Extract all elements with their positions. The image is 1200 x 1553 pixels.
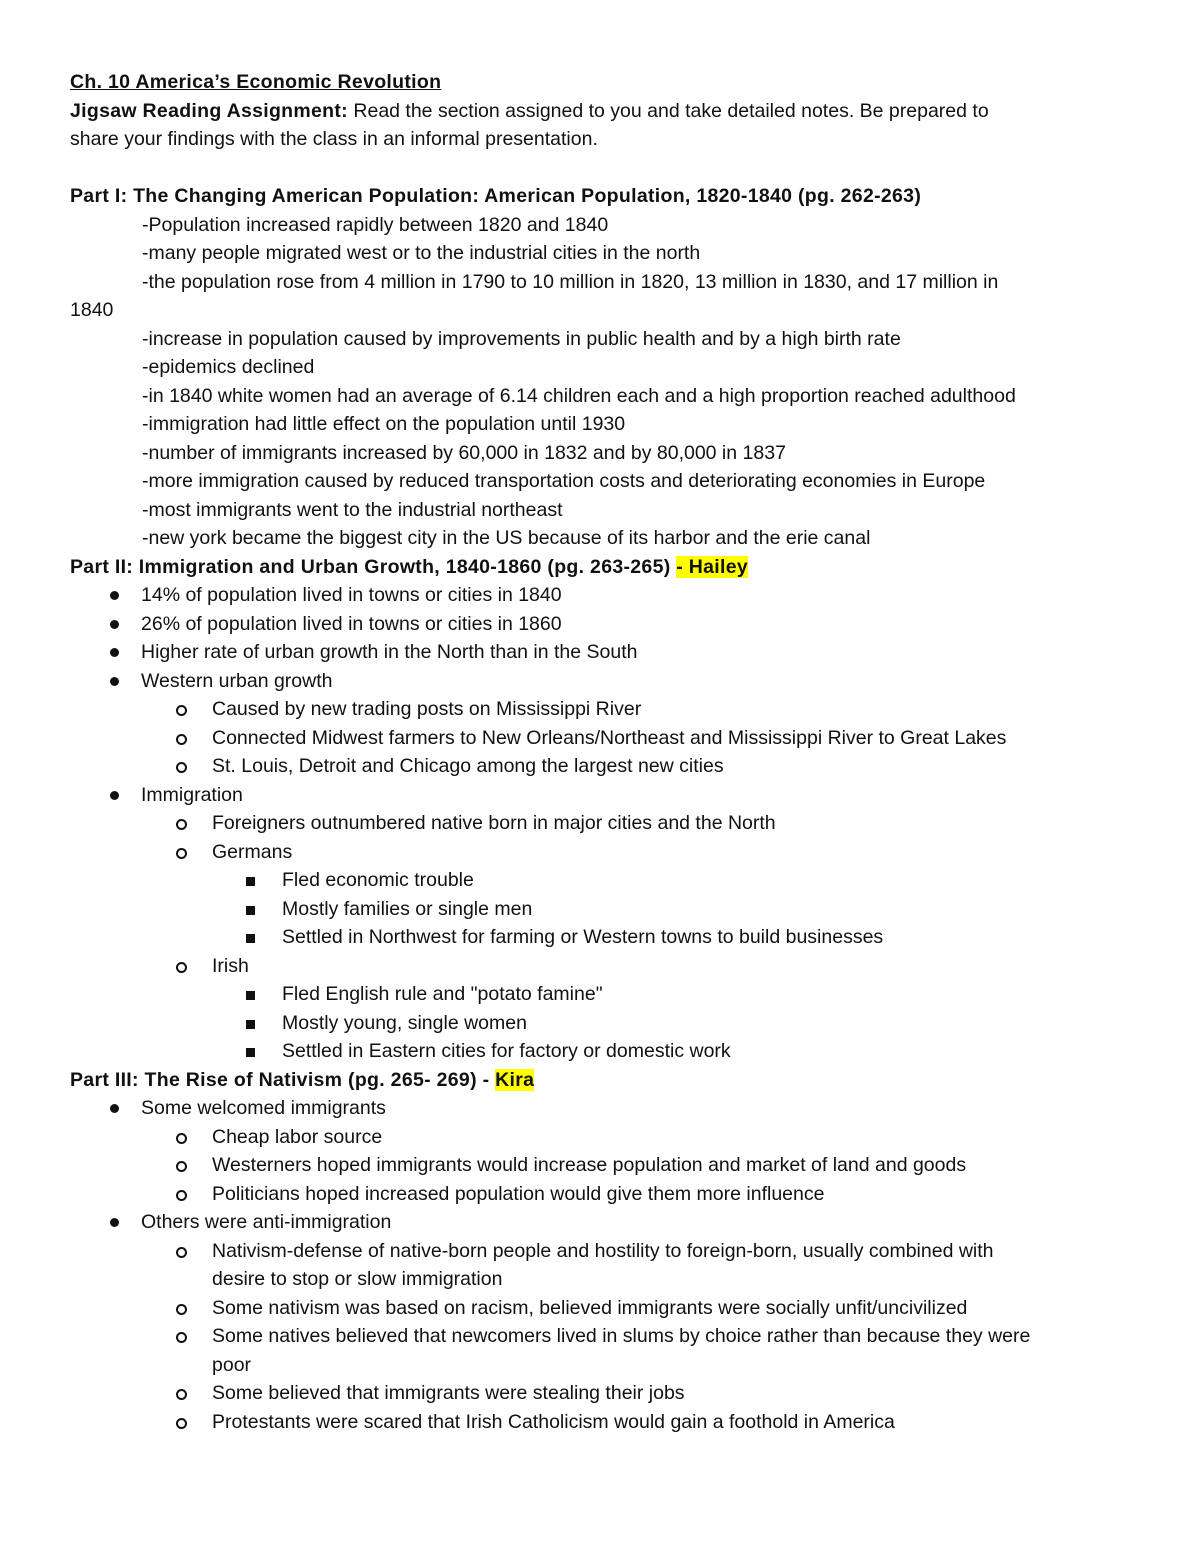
bullet-icon: [110, 1218, 119, 1227]
list-subsubitem: Settled in Eastern cities for factory or domestic work: [70, 1037, 1130, 1066]
list-subsubitem: Fled English rule and "potato famine": [70, 980, 1130, 1009]
bullet-icon: [110, 791, 119, 800]
spacer: [70, 154, 1130, 183]
hollow-bullet-icon: [176, 705, 187, 716]
bullet-icon: [110, 677, 119, 686]
assignment-label: Jigsaw Reading Assignment:: [70, 99, 348, 122]
part2-heading-text: Part II: Immigration and Urban Growth, 1840-1860 (pg. 263-265): [70, 555, 677, 578]
hollow-bullet-icon: [176, 1332, 187, 1343]
list-subsubitem: Fled economic trouble: [70, 866, 1130, 895]
list-item: Immigration: [70, 781, 1130, 810]
part1-note: -epidemics declined: [142, 356, 315, 378]
assignment-text-2: share your findings with the class in an informal presentation.: [70, 128, 598, 150]
list-subitem: Cheap labor source: [70, 1123, 1130, 1152]
hollow-bullet-icon: [176, 1161, 187, 1172]
part3-heading: [70, 1066, 1130, 1095]
part2-heading: [70, 553, 1130, 582]
part1-note-wrap: 1840: [70, 299, 114, 321]
list-subsubitem: Settled in Northwest for farming or Western towns to build businesses: [70, 923, 1130, 952]
square-bullet-icon: [246, 877, 255, 886]
hollow-bullet-icon: [176, 1389, 187, 1400]
square-bullet-icon: [246, 1020, 255, 1029]
hollow-bullet-icon: [176, 819, 187, 830]
assignment-instructions: [70, 97, 1130, 126]
assignment-text-1: Read the section assigned to you and take detailed notes. Be prepared to: [347, 99, 989, 122]
list-subitem: Some believed that immigrants were stealing their jobs: [70, 1379, 1130, 1408]
list-item: 26% of population lived in towns or cities in 1860: [70, 610, 1130, 639]
list-subitem: Nativism-defense of native-born people and hostility to foreign-born, usually combined with: [70, 1237, 1130, 1266]
part1-note: -number of immigrants increased by 60,000 in 1832 and by 80,000 in 1837: [142, 441, 786, 464]
part1-note: -new york became the biggest city in the US because of its harbor and the erie canal: [142, 527, 871, 549]
list-subitem-continuation: poor: [212, 1353, 252, 1376]
part1-note: -in 1840 white women had an average of 6.14 children each and a high proportion reached adulthood: [142, 384, 1016, 407]
hollow-bullet-icon: [176, 1418, 187, 1429]
part2-assignee-highlight: - Hailey: [676, 555, 748, 578]
square-bullet-icon: [246, 1048, 255, 1057]
part1-note: -more immigration caused by reduced transportation costs and deteriorating economies in Europe: [142, 470, 986, 492]
hollow-bullet-icon: [176, 848, 187, 859]
list-subitem: Politicians hoped increased population would give them more influence: [70, 1180, 1130, 1209]
hollow-bullet-icon: [176, 734, 187, 745]
bullet-icon: [110, 648, 119, 657]
hollow-bullet-icon: [176, 1133, 187, 1144]
part1-note: -the population rose from 4 million in 1790 to 10 million in 1820, 13 million in 1830, and 17 million in: [142, 270, 999, 293]
list-subitem: Westerners hoped immigrants would increase population and market of land and goods: [70, 1151, 1130, 1180]
list-subitem: Irish: [70, 952, 1130, 981]
part1-note: -most immigrants went to the industrial northeast: [142, 498, 563, 521]
part3-assignee-highlight: Kira: [495, 1068, 535, 1091]
list-item: Others were anti-immigration: [70, 1208, 1130, 1237]
square-bullet-icon: [246, 906, 255, 915]
part1-note: -immigration had little effect on the population until 1930: [142, 413, 626, 435]
list-subitem: Protestants were scared that Irish Catholicism would gain a foothold in America: [70, 1408, 1130, 1437]
list-subitem: Foreigners outnumbered native born in major cities and the North: [70, 809, 1130, 838]
document-title: Ch. 10 America’s Economic Revolution: [70, 71, 442, 93]
list-item: Higher rate of urban growth in the North than in the South: [70, 638, 1130, 667]
hollow-bullet-icon: [176, 962, 187, 973]
list-subsubitem: Mostly young, single women: [70, 1009, 1130, 1038]
part3-heading-text: Part III: The Rise of Nativism (pg. 265- 269) -: [70, 1068, 496, 1091]
part1-heading: Part I: The Changing American Population: American Population, 1820-1840 (pg. 262-263): [70, 185, 922, 207]
hollow-bullet-icon: [176, 1190, 187, 1201]
square-bullet-icon: [246, 934, 255, 943]
hollow-bullet-icon: [176, 1247, 187, 1258]
list-subitem-continuation: desire to stop or slow immigration: [212, 1268, 503, 1290]
bullet-icon: [110, 591, 119, 600]
document-page: [70, 68, 1130, 1436]
bullet-icon: [110, 620, 119, 629]
list-subsubitem: Mostly families or single men: [70, 895, 1130, 924]
list-subitem: Some natives believed that newcomers lived in slums by choice rather than because they were: [70, 1322, 1130, 1351]
square-bullet-icon: [246, 991, 255, 1000]
hollow-bullet-icon: [176, 762, 187, 773]
part1-note: -Population increased rapidly between 1820 and 1840: [142, 213, 609, 236]
list-subitem: Germans: [70, 838, 1130, 867]
hollow-bullet-icon: [176, 1304, 187, 1315]
part1-note: -increase in population caused by improvements in public health and by a high birth rate: [142, 327, 901, 350]
list-item: Some welcomed immigrants: [70, 1094, 1130, 1123]
bullet-icon: [110, 1104, 119, 1113]
list-item: 14% of population lived in towns or cities in 1840: [70, 581, 1130, 610]
list-subitem: St. Louis, Detroit and Chicago among the largest new cities: [70, 752, 1130, 781]
list-subitem: Connected Midwest farmers to New Orleans/Northeast and Mississippi River to Great Lakes: [70, 724, 1130, 753]
list-subitem: Caused by new trading posts on Mississippi River: [70, 695, 1130, 724]
list-item: Western urban growth: [70, 667, 1130, 696]
list-subitem: Some nativism was based on racism, believed immigrants were socially unfit/uncivilized: [70, 1294, 1130, 1323]
part1-note: -many people migrated west or to the industrial cities in the north: [142, 242, 701, 264]
